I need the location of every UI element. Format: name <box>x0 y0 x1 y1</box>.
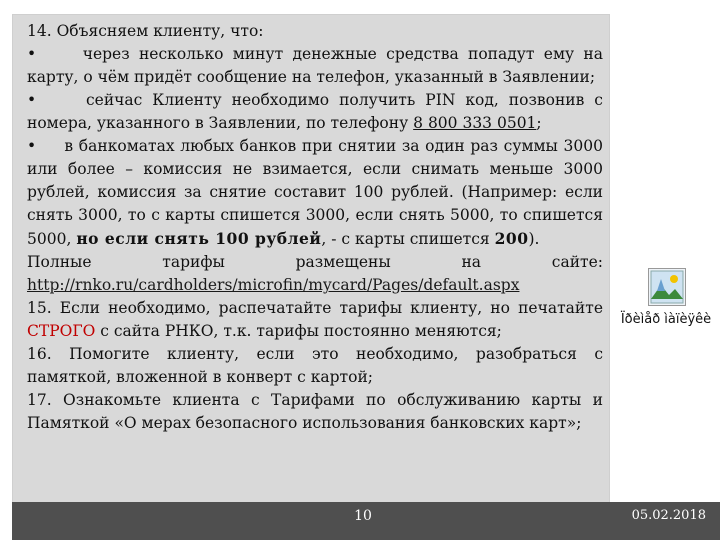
bullet-2-text: сейчас Клиенту необходимо получить PIN код, позвонив с номера, указанного в Заявлении, по телефону <box>27 91 603 132</box>
bullet-mark: • <box>27 45 37 63</box>
bullet-3-text-3: ). <box>528 230 540 248</box>
bullet-1-text: через несколько минут денежные средства попадут ему на карту, о чём придёт сообщение на телефон, указанный в Заявлении; <box>27 45 603 86</box>
slide-date: 05.02.2018 <box>631 508 706 523</box>
bullet-2 <box>27 89 603 135</box>
page-number: 10 <box>354 508 372 524</box>
slide-content <box>27 20 603 435</box>
bullet-3-text-2: , - с карты спишется <box>321 230 490 248</box>
bullet-3-text: в банкоматах любых банков при снятии за один раз суммы 3000 или более – комиссия не взимается, если снимать меньше 3000 рублей, комиссия за снятие составит 100 рублей. (Например: если снять 3000, то с карты спишется 3000, если снять 5000, то спишется 5000, <box>27 137 603 248</box>
bullet-3 <box>27 135 603 251</box>
item-15 <box>27 297 603 343</box>
support-phone: 8 800 333 0501 <box>413 114 537 132</box>
bullet-2-end: ; <box>536 114 542 132</box>
bullet-3-bold-2: 200 <box>494 229 529 248</box>
bullet-3-bold-1: но если снять 100 рублей <box>76 229 322 248</box>
item-14-heading: 14. Объясняем клиенту, что: <box>27 22 264 40</box>
bullet-1 <box>27 43 603 89</box>
tariffs-line: Полные тарифы размещены на сайте: <box>27 253 603 271</box>
picture-thumbnail-icon <box>648 268 686 306</box>
tariffs-link[interactable]: http://rnko.ru/cardholders/microfin/mycard/Pages/default.aspx <box>27 276 520 294</box>
strict-word: СТРОГО <box>27 322 96 340</box>
bullet-mark: • <box>27 91 37 109</box>
bullet-mark: • <box>27 137 37 155</box>
item-17: 17. Ознакомьте клиента с Тарифами по обслуживанию карты и Памяткой «О мерах безопасного использования банковских карт»; <box>27 391 603 432</box>
item-15-text-2: с сайта РНКО, т.к. тарифы постоянно меняются; <box>100 322 502 340</box>
thumbnail-caption: Ïðèìåð ìàïèÿêè <box>620 312 712 327</box>
item-16: 16. Помогите клиенту, если это необходимо, разобраться с памяткой, вложенной в конверт с картой; <box>27 345 603 386</box>
item-15-text: 15. Если необходимо, распечатайте тарифы клиенту, но печатайте <box>27 299 603 317</box>
tariffs-link-line <box>27 274 603 297</box>
